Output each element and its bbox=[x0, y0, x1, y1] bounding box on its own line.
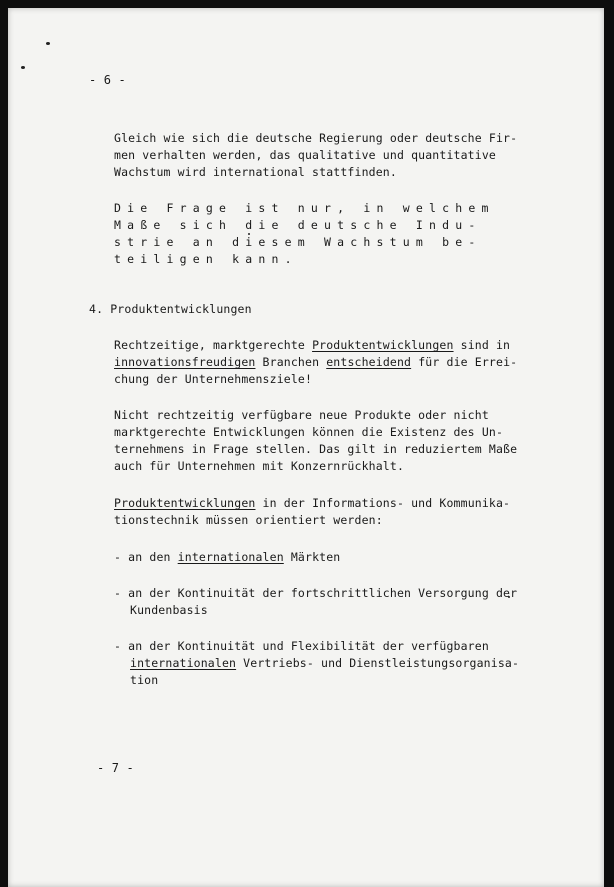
scan-mark bbox=[21, 66, 25, 69]
intro-line-2: men verhalten werden, das qualitative und quantitative bbox=[114, 148, 496, 162]
section-heading: 4. Produktentwicklungen bbox=[89, 302, 252, 316]
p1-line-3: chung der Unternehmensziele! bbox=[114, 372, 313, 386]
p3-line-1: Produktentwicklungen in der Informations- und Kommunika- bbox=[114, 496, 511, 510]
intro-line-3: Wachstum wird international stattfinden. bbox=[114, 165, 397, 179]
bullet-2-line-1: - an der Kontinuität der fortschrittlichen Versorgung der bbox=[114, 586, 518, 600]
document-page bbox=[8, 8, 604, 887]
bullet-3-line-3: tion bbox=[130, 673, 159, 687]
p2-line-2: marktgerechte Entwicklungen können die Existenz des Un- bbox=[114, 425, 504, 439]
page-number: - 6 - bbox=[89, 73, 126, 87]
p2-line-4: auch für Unternehmen mit Konzernrückhalt. bbox=[114, 459, 405, 473]
underlined-term: Produktentwicklungen bbox=[312, 338, 454, 352]
bullet-1: - an den internationalen Märkten bbox=[114, 550, 341, 564]
bullet-2-line-2: Kundenbasis bbox=[130, 603, 208, 617]
underlined-term: internationalen bbox=[177, 550, 284, 564]
question-line-3: strie an diesem Wachstum be- bbox=[114, 235, 482, 249]
underlined-term: innovationsfreudigen bbox=[114, 355, 256, 369]
bullet-3-line-1: - an der Kontinuität und Flexibilität der verfügbaren bbox=[114, 639, 489, 653]
question-line-1: Die Frage ist nur, in welchem bbox=[114, 201, 495, 215]
scan-mark bbox=[46, 42, 50, 45]
intro-line-1: Gleich wie sich die deutsche Regierung oder deutsche Fir- bbox=[114, 131, 518, 145]
question-line-4: teiligen kann. bbox=[114, 252, 298, 266]
next-page-number: - 7 - bbox=[97, 761, 134, 775]
p1-line-2: innovationsfreudigen Branchen entscheidend für die Errei- bbox=[114, 355, 518, 369]
p2-line-3: ternehmens in Frage stellen. Das gilt in reduziertem Maße bbox=[114, 442, 518, 456]
underlined-term: Produktentwicklungen bbox=[114, 496, 256, 510]
underlined-term: internationalen bbox=[130, 656, 237, 670]
p3-line-2: tionstechnik müssen orientiert werden: bbox=[114, 513, 383, 527]
p1-line-1: Rechtzeitige, marktgerechte Produktentwicklungen sind in bbox=[114, 338, 511, 352]
p2-line-1: Nicht rechtzeitig verfügbare neue Produkte oder nicht bbox=[114, 408, 489, 422]
underlined-term: entscheidend bbox=[326, 355, 412, 369]
question-line-2: Maße sich die deutsche Indu- bbox=[114, 218, 482, 232]
bullet-3-line-2: internationalen Vertriebs- und Dienstleistungsorganisa- bbox=[130, 656, 520, 670]
